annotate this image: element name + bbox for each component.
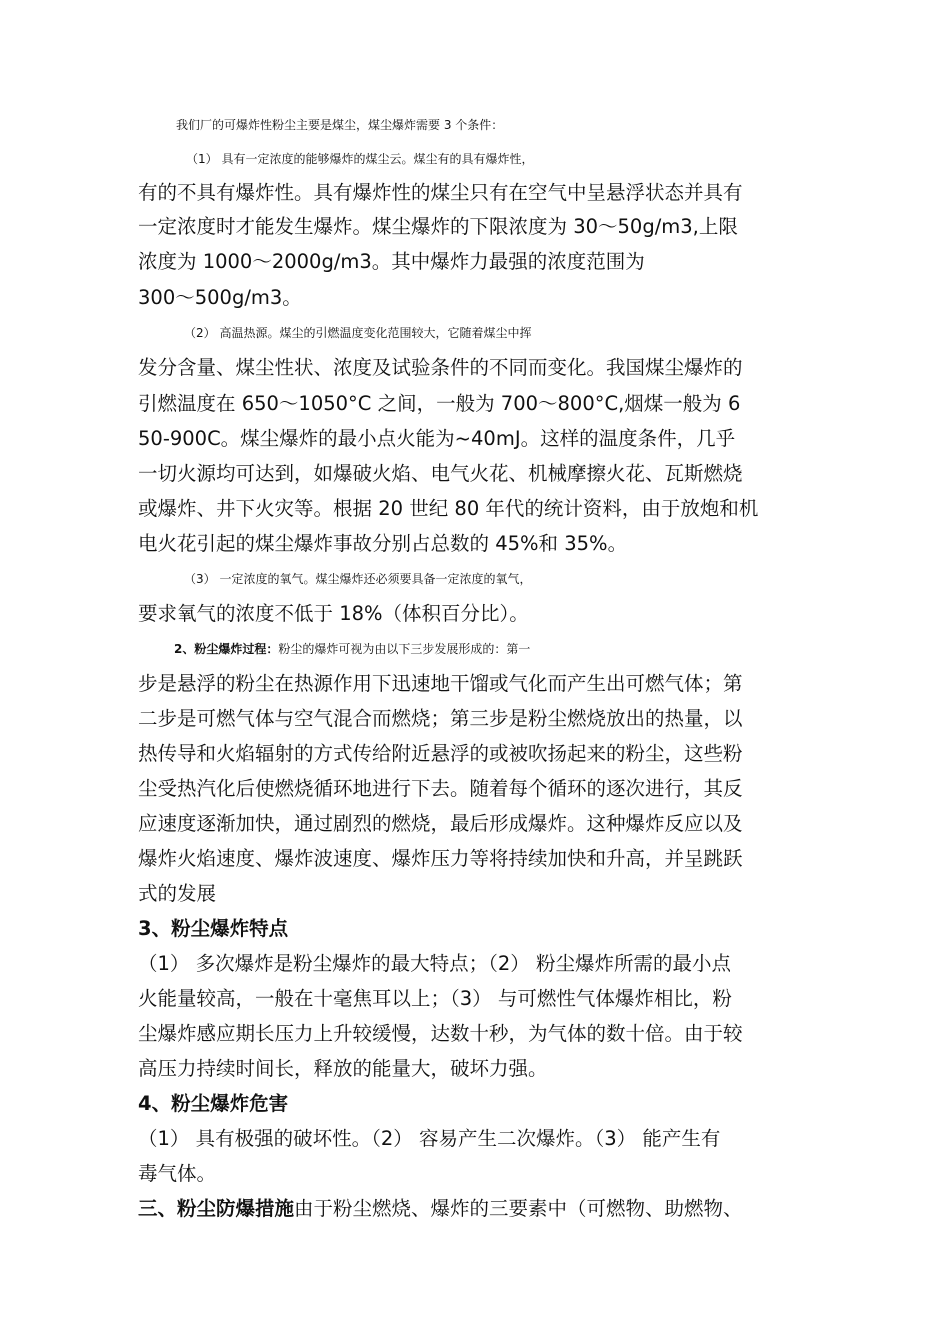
text-line: 引燃温度在 650～1050°C 之间，一般为 700～800°C,烟煤一般为 6 (138, 392, 741, 415)
section-heading: 3、粉尘爆炸特点 (138, 917, 289, 940)
text-line: 2、粉尘爆炸过程：粉尘的爆炸可视为由以下三步发展形成的：第一 (174, 642, 531, 656)
text-line: （1） 具有极强的破坏性。（2） 容易产生二次爆炸。（3） 能产生有 (138, 1127, 721, 1150)
text-line: 一切火源均可达到，如爆破火焰、电气火花、机械摩擦火花、瓦斯燃烧 (138, 462, 743, 485)
text-line: （1） 多次爆炸是粉尘爆炸的最大特点；（2） 粉尘爆炸所需的最小点 (138, 952, 731, 975)
section-heading: 4、粉尘爆炸危害 (138, 1092, 289, 1115)
text-line: 50-900C。煤尘爆炸的最小点火能为~40mJ。这样的温度条件，几乎 (138, 427, 736, 450)
text-line: 爆炸火焰速度、爆炸波速度、爆炸压力等将持续加快和升高，并呈跳跃 (138, 847, 743, 870)
text-line: 式的发展 (138, 882, 217, 905)
text-line: 毒气体。 (138, 1162, 217, 1185)
text-line: 有的不具有爆炸性。具有爆炸性的煤尘只有在空气中呈悬浮状态并具有 (138, 181, 743, 204)
text-line: 我们厂的可爆炸性粉尘主要是煤尘，煤尘爆炸需要 3 个条件： (176, 118, 504, 132)
text-line: 发分含量、煤尘性状、浓度及试验条件的不同而变化。我国煤尘爆炸的 (138, 356, 743, 379)
text-line: （1） 具有一定浓度的能够爆炸的煤尘云。煤尘有的具有爆炸性， (186, 152, 534, 166)
text-line: 火能量较高，一般在十毫焦耳以上；（3） 与可燃性气体爆炸相比，粉 (138, 987, 732, 1010)
text-line: 热传导和火焰辐射的方式传给附近悬浮的或被吹扬起来的粉尘，这些粉 (138, 742, 743, 765)
text-line: 要求氧气的浓度不低于 18%（体积百分比）。 (138, 602, 529, 625)
text-line: 一定浓度时才能发生爆炸。煤尘爆炸的下限浓度为 30～50g/m3,上限 (138, 215, 738, 238)
section-heading: 三、粉尘防爆措施 (138, 1197, 295, 1220)
text-line (138, 916, 818, 942)
text-line: （2） 高温热源。煤尘的引燃温度变化范围较大，它随着煤尘中挥 (184, 326, 532, 340)
text-line: 浓度为 1000～2000g/m3。其中爆炸力最强的浓度范围为 (138, 250, 645, 273)
text-line: 尘受热汽化后使燃烧循环地进行下去。随着每个循环的逐次进行，其反 (138, 777, 743, 800)
text-line: 三、粉尘防爆措施由于粉尘燃烧、爆炸的三要素中（可燃物、助燃物、 (138, 1197, 743, 1220)
text-line: 二步是可燃气体与空气混合而燃烧；第三步是粉尘燃烧放出的热量，以 (138, 707, 743, 730)
text-line: （3） 一定浓度的氧气。煤尘爆炸还必须要具备一定浓度的氧气， (184, 572, 532, 586)
text-line: 电火花引起的煤尘爆炸事故分别占总数的 45%和 35%。 (138, 532, 628, 555)
text-line: 尘爆炸感应期长压力上升较缓慢，达数十秒，为气体的数十倍。由于较 (138, 1022, 743, 1045)
text-line: 步是悬浮的粉尘在热源作用下迅速地干馏或气化而产生出可燃气体；第 (138, 672, 743, 695)
text-line: 或爆炸、井下火灾等。根据 20 世纪 80 年代的统计资料，由于放炮和机 (138, 497, 759, 520)
text-line: 300～500g/m3。 (138, 286, 302, 309)
text-line: 高压力持续时间长，释放的能量大，破坏力强。 (138, 1057, 548, 1080)
text-line: 应速度逐渐加快，通过剧烈的燃烧，最后形成爆炸。这种爆炸反应以及 (138, 812, 743, 835)
section-heading: 2、粉尘爆炸过程： (174, 642, 279, 656)
text-line (138, 1091, 818, 1117)
